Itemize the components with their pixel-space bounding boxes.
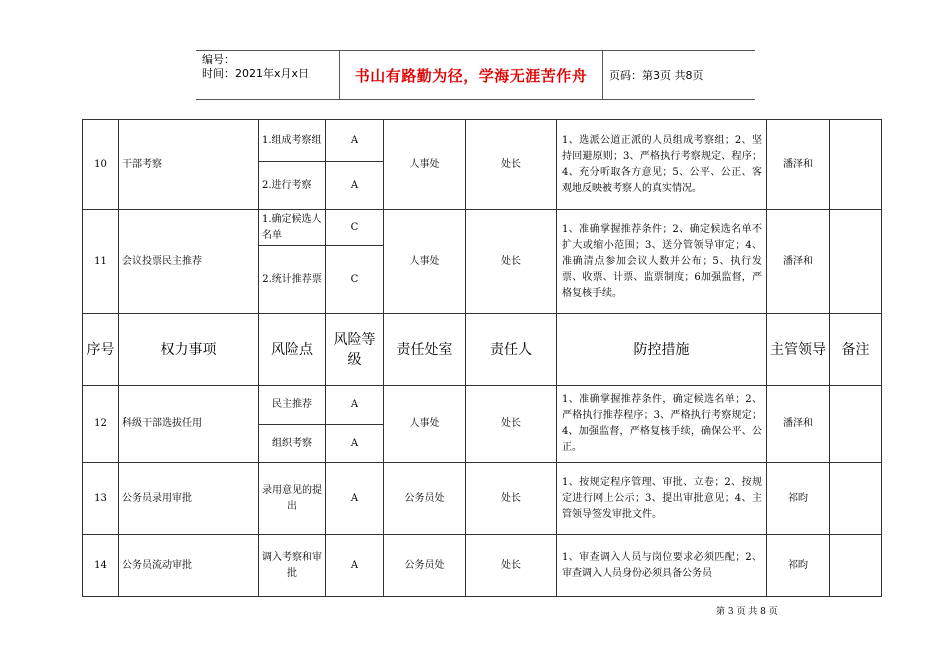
risk-level: C <box>326 246 384 314</box>
risk-level: A <box>326 463 384 535</box>
risk-point: 录用意见的提出 <box>259 463 326 535</box>
risk-point: 2.统计推荐票 <box>259 246 326 314</box>
header-measures: 防控措施 <box>557 314 767 386</box>
header-no: 序号 <box>83 314 119 386</box>
table-row <box>83 120 882 162</box>
row-item: 干部考察 <box>119 120 259 210</box>
row-item: 公务员录用审批 <box>119 463 259 535</box>
table-row <box>83 386 882 425</box>
row-leader: 潘泽和 <box>767 386 830 463</box>
risk-point: 2.进行考察 <box>259 162 326 210</box>
row-item: 科级干部选拔任用 <box>119 386 259 463</box>
row-measures: 1、按规定程序管理、审批、立卷；2、按规定进行网上公示；3、提出审批意见；4、主管领导签发审批文件。 <box>557 463 767 535</box>
row-measures: 1、审查调入人员与岗位要求必须匹配；2、审查调入人员身份必须具备公务员 <box>557 535 767 597</box>
row-no: 14 <box>83 535 119 597</box>
risk-level: C <box>326 210 384 246</box>
row-office: 公务员处 <box>384 535 466 597</box>
risk-point: 组织考察 <box>259 425 326 463</box>
risk-point: 民主推荐 <box>259 386 326 425</box>
motto: 书山有路勤为径，学海无涯苦作舟 <box>354 66 588 85</box>
header-person: 责任人 <box>466 314 557 386</box>
header-motto-cell <box>339 51 603 99</box>
row-leader: 潘泽和 <box>767 120 830 210</box>
row-person: 处长 <box>466 210 557 314</box>
row-person: 处长 <box>466 535 557 597</box>
row-no: 12 <box>83 386 119 463</box>
risk-point: 1.组成考察组 <box>259 120 326 162</box>
header-leader: 主管领导 <box>767 314 830 386</box>
row-measures: 1、选派公道正派的人员组成考察组；2、坚持回避原则；3、严格执行考察规定、程序；4、充分听取各方意见；5、公平、公正、客观地反映被考察人的真实情况。 <box>557 120 767 210</box>
row-note <box>830 210 882 314</box>
risk-level: A <box>326 120 384 162</box>
header-note: 备注 <box>830 314 882 386</box>
row-office: 公务员处 <box>384 463 466 535</box>
row-no: 13 <box>83 463 119 535</box>
row-note <box>830 386 882 463</box>
row-leader: 潘泽和 <box>767 210 830 314</box>
row-office: 人事处 <box>384 120 466 210</box>
number-label: 编号： <box>202 53 235 66</box>
row-person: 处长 <box>466 386 557 463</box>
risk-point: 调入考察和审批 <box>259 535 326 597</box>
header-page-cell <box>601 51 755 99</box>
row-note <box>830 463 882 535</box>
row-office: 人事处 <box>384 210 466 314</box>
risk-level: A <box>326 162 384 210</box>
page-footer: 第 3 页 共 8 页 <box>716 607 778 617</box>
risk-level: A <box>326 425 384 463</box>
time-label: 时间：2021年x月x日 <box>202 67 310 80</box>
row-note <box>830 120 882 210</box>
table-row <box>83 463 882 535</box>
header-item: 权力事项 <box>119 314 259 386</box>
row-no: 10 <box>83 120 119 210</box>
table-header-row <box>83 314 882 386</box>
row-leader: 祁昀 <box>767 463 830 535</box>
row-measures: 1、准确掌握推荐条件；2、确定候选名单不扩大或缩小范围；3、送分管领导审定；4、准确清点参加会议人数并公布；5、执行发票、收票、计票、监票制度；6加强监督，严格复核手续。 <box>557 210 767 314</box>
header-meta <box>196 51 339 99</box>
risk-level: A <box>326 386 384 425</box>
risk-level: A <box>326 535 384 597</box>
header-office: 责任处室 <box>384 314 466 386</box>
table-row <box>83 210 882 246</box>
row-person: 处长 <box>466 120 557 210</box>
row-note <box>830 535 882 597</box>
row-person: 处长 <box>466 463 557 535</box>
row-office: 人事处 <box>384 386 466 463</box>
header-level: 风险等级 <box>326 314 384 386</box>
document-header <box>196 50 755 100</box>
row-leader: 祁昀 <box>767 535 830 597</box>
header-risk: 风险点 <box>259 314 326 386</box>
risk-point: 1.确定候选人名单 <box>259 210 326 246</box>
row-measures: 1、准确掌握推荐条件，确定候选名单；2、严格执行推荐程序；3、严格执行考察规定；4、加强监督，严格复核手续，确保公平、公正。 <box>557 386 767 463</box>
row-item: 公务员流动审批 <box>119 535 259 597</box>
table-row <box>83 535 882 597</box>
risk-control-table <box>82 119 882 597</box>
page-code: 页码：第3页 共8页 <box>609 69 704 82</box>
row-no: 11 <box>83 210 119 314</box>
row-item: 会议投票民主推荐 <box>119 210 259 314</box>
